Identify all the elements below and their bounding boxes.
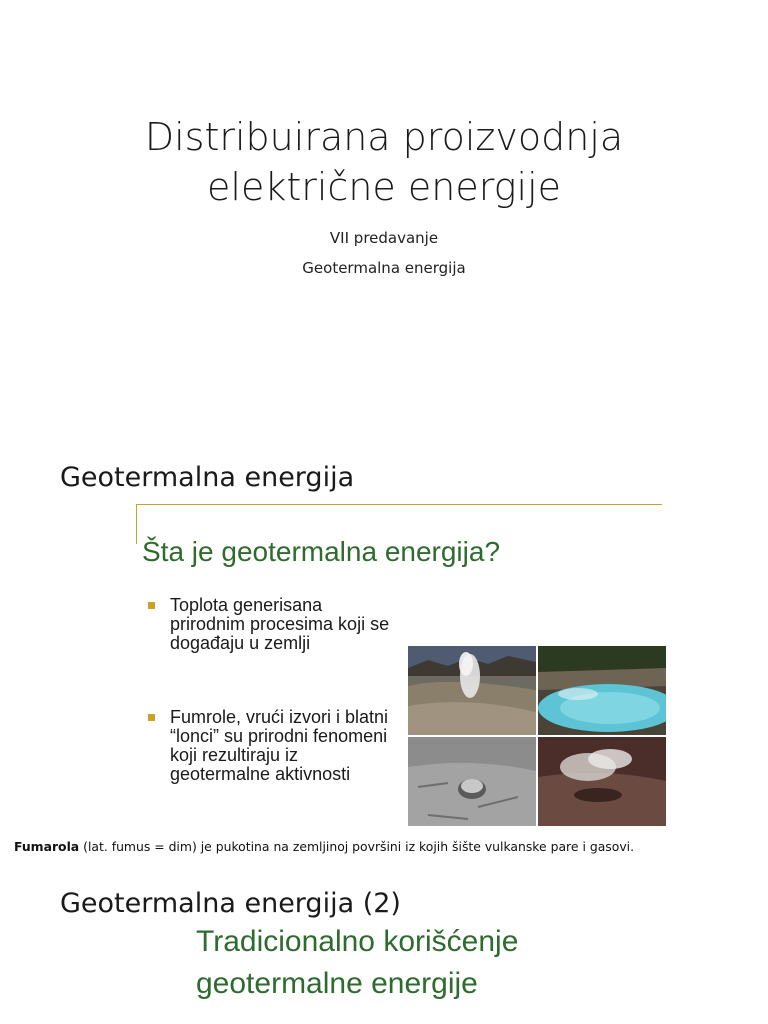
bullet-item <box>148 596 398 653</box>
mud-pot-photo <box>408 737 536 826</box>
divider-line-vertical <box>136 504 137 544</box>
fumarole-photo <box>408 646 536 735</box>
bullet-square-icon <box>148 602 155 609</box>
subtitle-topic: Geotermalna energija <box>302 259 466 277</box>
hot-spring-photo <box>538 646 666 735</box>
fumarola-caption <box>14 839 634 854</box>
title-line-2: električne energije <box>207 165 561 209</box>
steam-vent-photo <box>538 737 666 826</box>
slide-question: Šta je geotermalna energija? <box>142 536 501 567</box>
bullet-square-icon <box>148 714 155 721</box>
bullet-text: Toplota generisana prirodnim procesima koji se događaju u zemlji <box>170 595 390 653</box>
slide-heading-2: Geotermalna energija (2) <box>60 888 401 919</box>
slide-heading: Geotermalna energija <box>60 462 355 493</box>
title-line-1: Distribuirana proizvodnja <box>144 115 624 159</box>
caption-text: (lat. fumus = dim) je pukotina na zemljinoj površini iz kojih šište vulkanske pare i gasovi. <box>79 839 635 854</box>
slide-subheading-line-1: Tradicionalno korišćenje <box>196 925 519 958</box>
divider-line <box>136 504 662 505</box>
bullet-text: Fumrole, vrući izvori i blatni “lonci” su prirodni fenomeni koji rezultiraju iz geotermalne aktivnosti <box>170 707 389 784</box>
bullet-item <box>148 708 398 784</box>
subtitle-lecture: VII predavanje <box>329 229 439 247</box>
slide-title <box>0 112 768 212</box>
slide-subheading-line-2: geotermalne energije <box>196 967 478 1000</box>
caption-term: Fumarola <box>14 839 80 854</box>
